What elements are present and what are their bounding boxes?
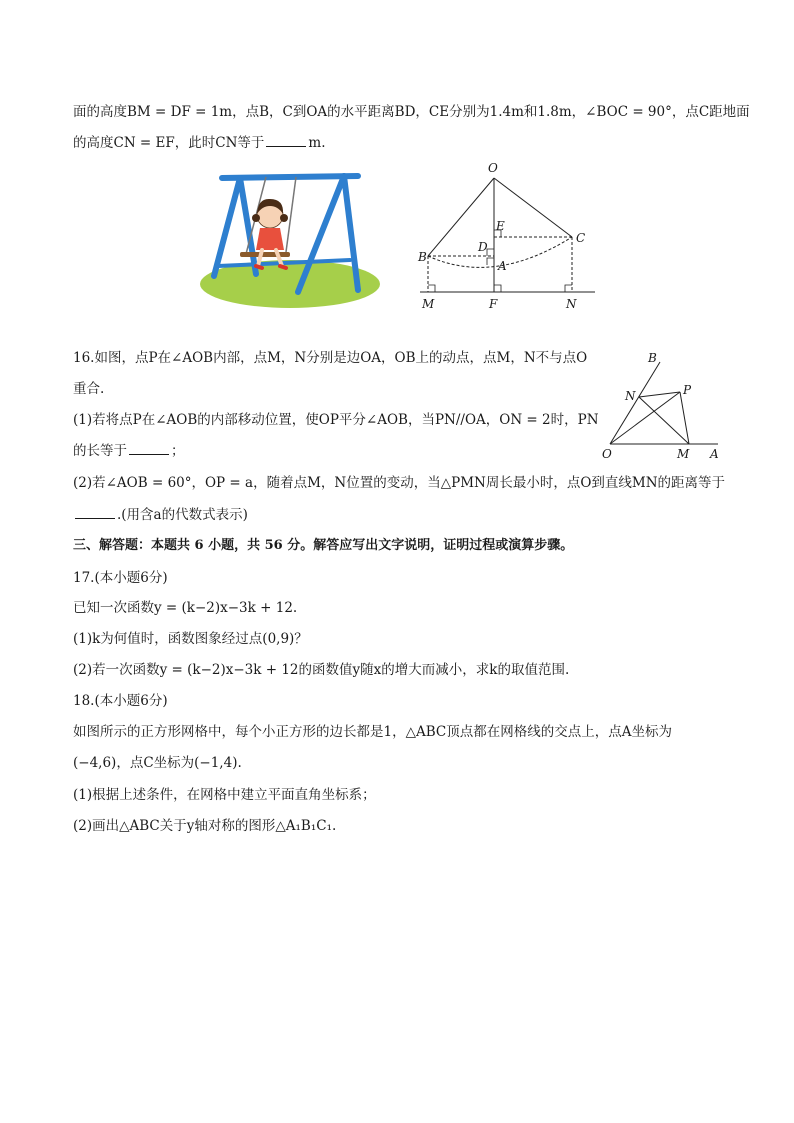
swing-illustration (198, 168, 382, 310)
q18-stem2: (−4,6)，点C坐标为(−1,4). (73, 755, 242, 771)
q16-line3: (1)若将点P在∠AOB的内部移动位置，使OP平分∠AOB，当PN//OA，ON = 2时，PN (73, 412, 599, 428)
segment-OP (610, 392, 680, 444)
q17-part1: (1)k为何值时，函数图象经过点(0,9)？ (73, 631, 308, 647)
label-A: A (498, 259, 507, 273)
q16-geometry-diagram (598, 346, 724, 462)
label-F: F (489, 297, 498, 311)
label-B: B (648, 351, 657, 365)
q18-part2: (2)画出△ABC关于y轴对称的图形△A₁B₁C₁. (73, 818, 337, 834)
q15-line2-text: 的高度CN = EF，此时CN等于 (73, 135, 265, 151)
answer-blank (75, 506, 115, 519)
label-P: P (683, 383, 692, 397)
label-A: A (710, 447, 719, 461)
q16-line5: (2)若∠AOB = 60°，OP = a，随着点M，N位置的变动，当△PMN周长最小时，点O到直线MN的距离等于 (73, 475, 726, 491)
label-B: B (418, 250, 427, 264)
q16-line2: 重合. (73, 381, 105, 397)
q17-title: 17.(本小题6分) (73, 570, 168, 586)
q18-part1: (1)根据上述条件，在网格中建立平面直角坐标系； (73, 787, 376, 803)
q18-title: 18.(本小题6分) (73, 693, 168, 709)
section-heading: 三、解答题：本题共 6 小题，共 56 分。解答应写出文字说明，证明过程或演算步骤。 (73, 538, 574, 553)
label-D: D (478, 240, 488, 254)
q16-line4-end: ； (171, 443, 185, 459)
label-M: M (677, 447, 690, 461)
q16-line6-text: .(用含a的代数式表示) (117, 507, 248, 523)
right-angle-F (494, 285, 501, 292)
label-M: M (422, 297, 435, 311)
swing-left-leg-front (214, 178, 240, 276)
girl-dress (256, 228, 284, 250)
right-angle-M (428, 285, 435, 292)
girl-bun-left (252, 214, 260, 222)
q15-line2 (73, 133, 326, 153)
label-E: E (496, 219, 505, 233)
label-O: O (488, 161, 498, 175)
answer-blank (266, 134, 306, 147)
right-angle-A (487, 258, 494, 265)
q17-part2: (2)若一次函数y = (k−2)x−3k + 12的函数值y随x的增大而减小，求k的取值范围. (73, 662, 570, 678)
q16-line6 (73, 505, 248, 525)
right-angle-N (565, 285, 572, 292)
girl-bun-right (280, 214, 288, 222)
ray-OB (610, 362, 660, 444)
q16-line4-text: 的长等于 (73, 443, 127, 459)
q15-geometry-diagram (410, 158, 600, 314)
q17-stem: 已知一次函数y = (k−2)x−3k + 12. (73, 600, 298, 616)
q15-line2-unit: m. (308, 135, 326, 151)
right-angle-D (487, 249, 494, 256)
label-N: N (625, 389, 636, 403)
answer-blank (129, 442, 169, 455)
segment-OC (494, 178, 572, 237)
swing-seat (240, 252, 290, 257)
swing-rope-right (286, 177, 296, 252)
label-C: C (576, 231, 586, 245)
q16-line1: 16.如图，点P在∠AOB内部，点M，N分别是边OA，OB上的动点，点M，N不与点O (73, 350, 588, 366)
q16-line4 (73, 441, 185, 461)
label-O: O (602, 447, 612, 461)
q18-stem1: 如图所示的正方形网格中，每个小正方形的边长都是1，△ABC顶点都在网格线的交点上，点A坐标为 (73, 724, 672, 740)
q15-line1: 面的高度BM = DF = 1m，点B，C到OA的水平距离BD，CE分别为1.4m和1.8m，∠BOC = 90°，点C距地面 (73, 104, 750, 120)
label-N: N (566, 297, 577, 311)
